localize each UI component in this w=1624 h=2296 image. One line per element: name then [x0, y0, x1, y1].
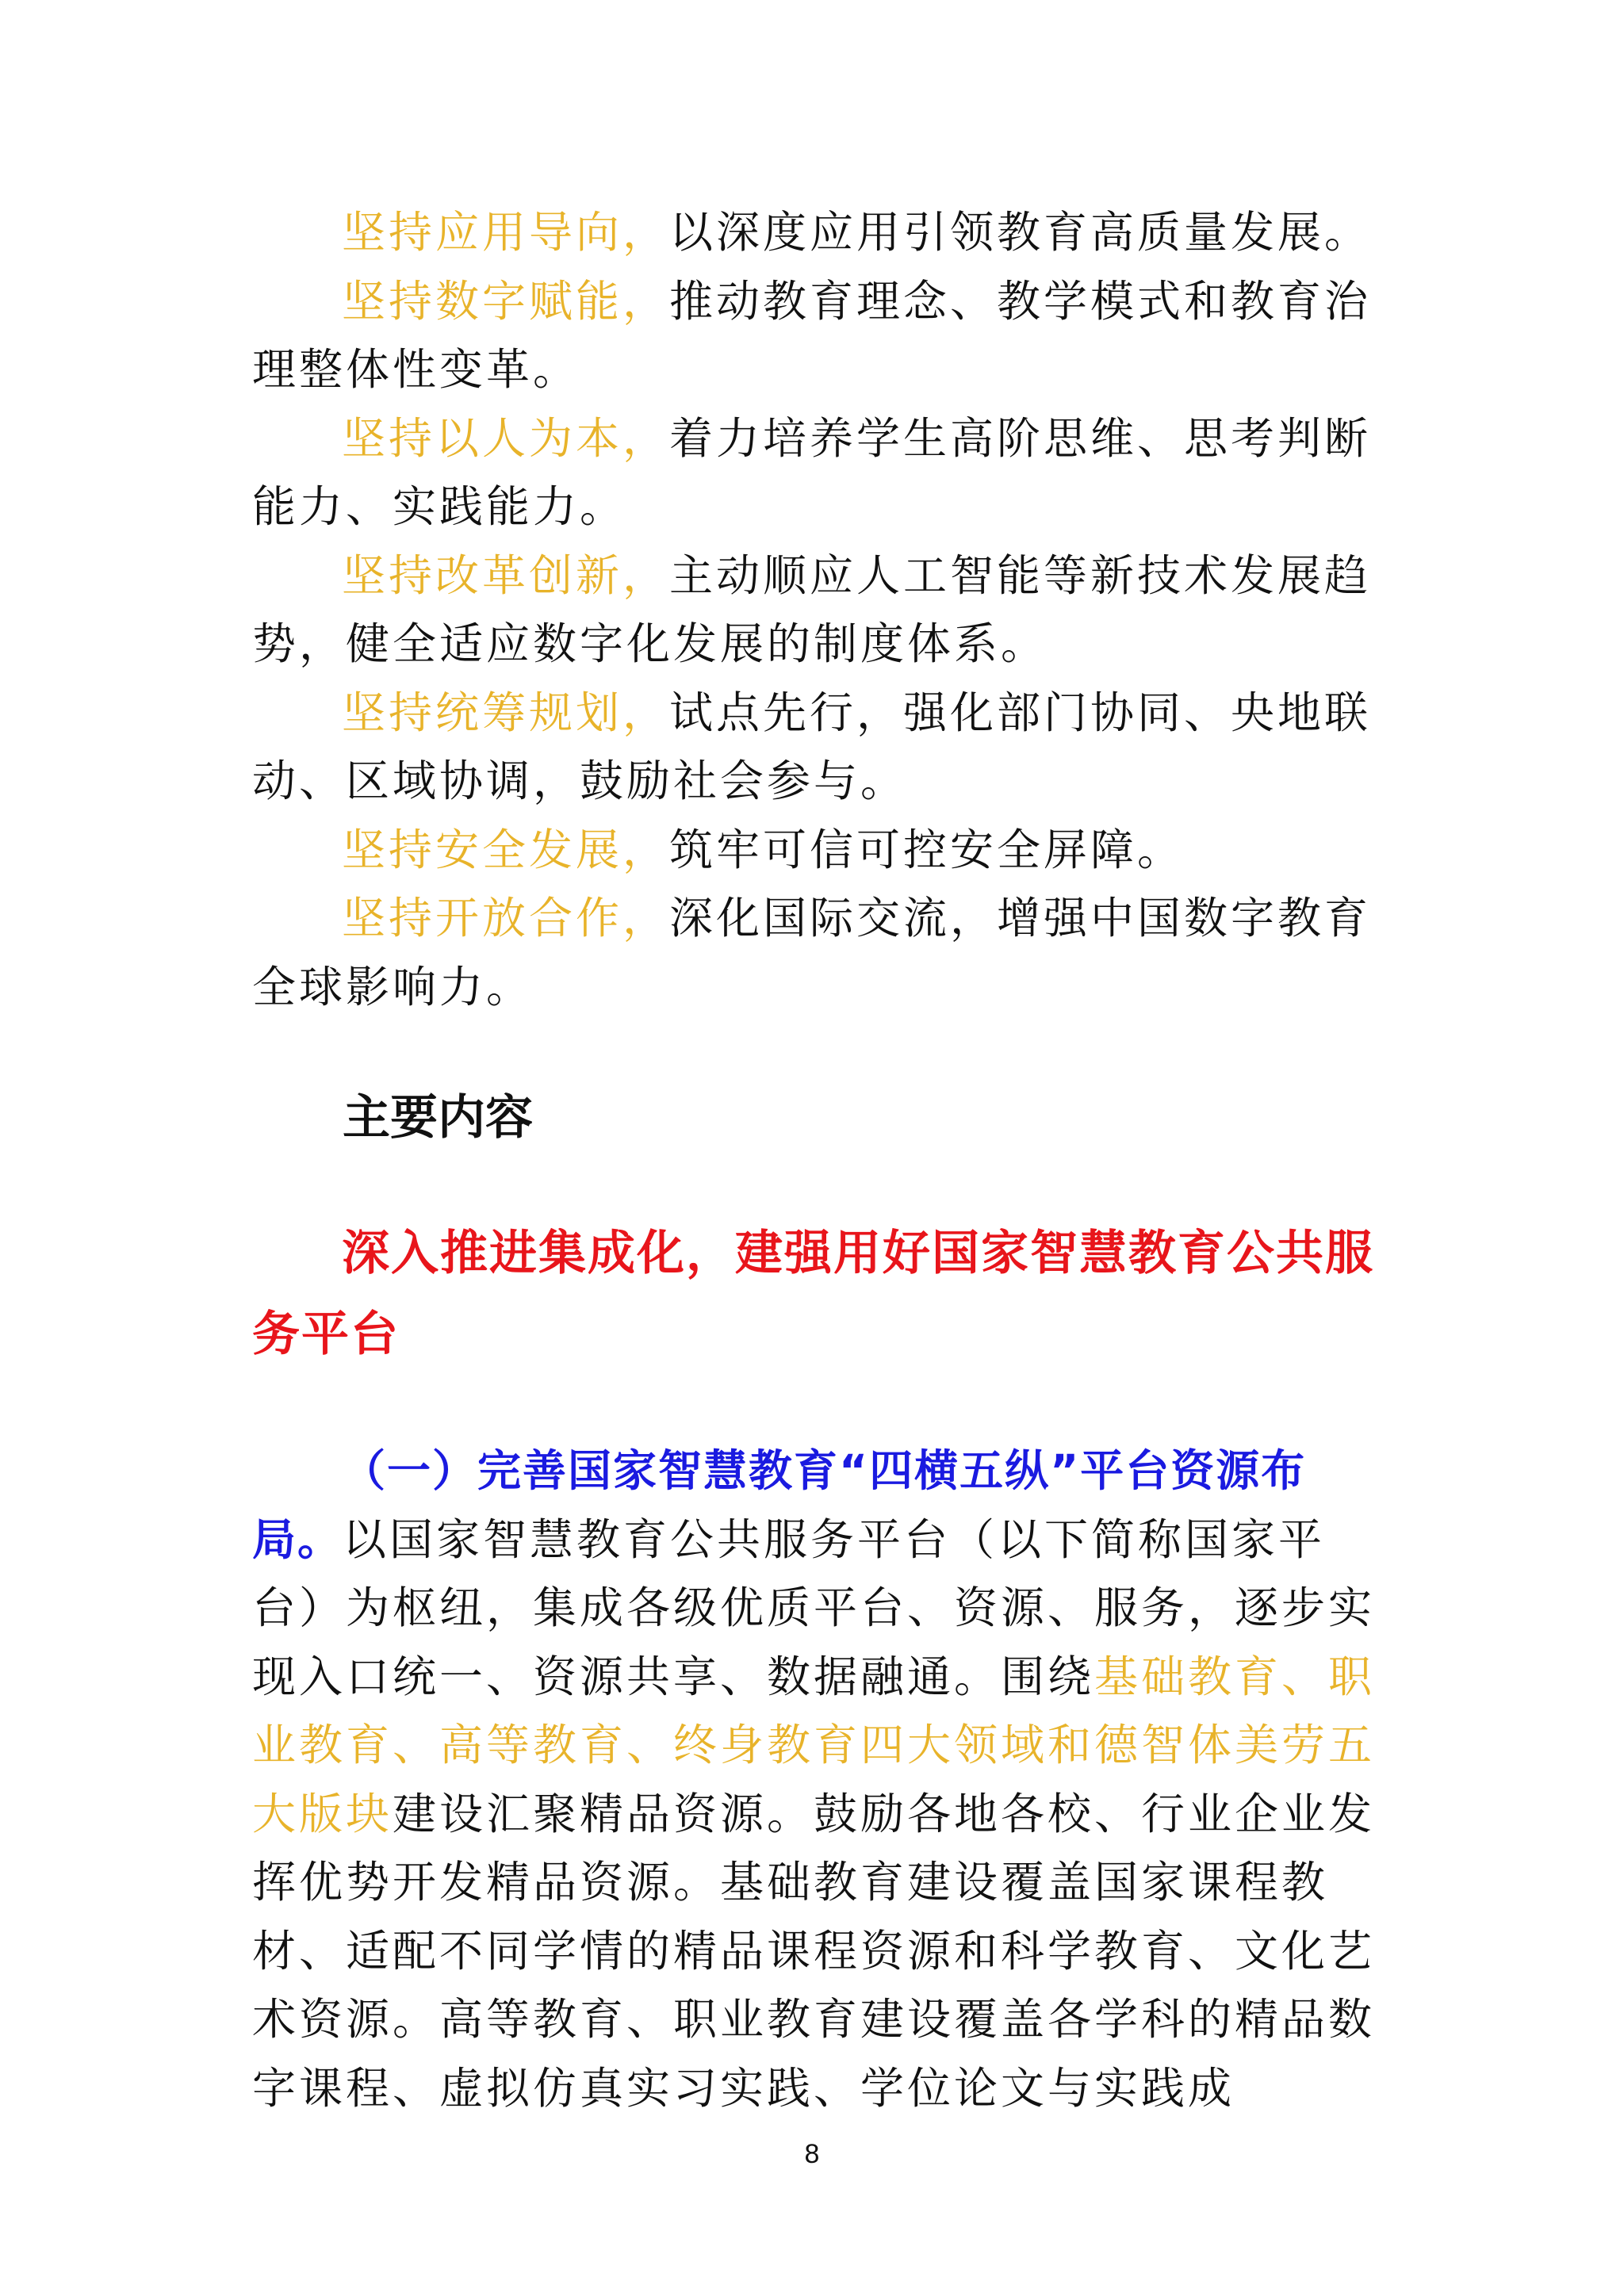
principle-paragraph — [252, 679, 1378, 816]
principles-block — [252, 198, 1378, 1021]
section-title: 主要内容 — [343, 1090, 533, 1146]
principle-text: 试点先行，强化部门协同、央地联动、区域协调，鼓励社会参与。 — [252, 687, 1372, 806]
page-number: 8 — [804, 2139, 820, 2169]
principle-lead: 坚持统筹规划， — [342, 687, 670, 738]
principle-text: 着力培养学生高阶思维、思考判断能力、实践能力。 — [252, 412, 1372, 532]
subsection-text-after: 建设汇聚精品资源。鼓励各地各校、行业企业发挥优势开发精品资源。基础教育建设覆盖国家课程教材、适配不同学情的精品课程资源和科学教育、文化艺术资源。高等教育、职业教育建设覆盖各学科的精品数字课程、虚拟仿真实习实践、学位论文与实践成 — [252, 1788, 1376, 2114]
subsection-title: （一）完善国家智慧教育“四横五纵”平台资源布局。 — [252, 1445, 1307, 1565]
principle-paragraph — [252, 267, 1378, 404]
subsection-text-before: 以国家智慧教育公共服务平台（以下简称国家平台）为枢纽，集成各级优质平台、资源、服务，逐步实现入口统一、资源共享、数据融通。围绕 — [252, 1513, 1376, 1702]
principle-lead: 坚持应用导向， — [342, 207, 670, 258]
principle-text: 主动顺应人工智能等新技术发展趋势，健全适应数字化发展的制度体系。 — [252, 549, 1372, 669]
principle-text: 推动教育理念、教学模式和教育治理整体性变革。 — [252, 275, 1372, 395]
principle-lead: 坚持数字赋能， — [342, 275, 670, 327]
principle-lead: 坚持安全发展， — [342, 824, 670, 875]
principle-text: 深化国际交流，增强中国数字教育全球影响力。 — [252, 893, 1372, 1012]
principle-paragraph — [252, 816, 1378, 885]
principle-lead: 坚持改革创新， — [342, 549, 670, 601]
principle-paragraph — [252, 198, 1378, 267]
subsection-paragraph — [252, 1437, 1378, 2122]
principle-paragraph — [252, 541, 1378, 679]
principle-paragraph — [252, 884, 1378, 1021]
subsection-block — [252, 1437, 1378, 2122]
subsection-highlight: 基础教育、职业教育、高等教育、终身教育四大领域和德智体美劳五大版块 — [252, 1651, 1376, 1839]
principle-lead: 坚持以人为本， — [342, 412, 670, 464]
principle-lead: 坚持开放合作， — [342, 893, 670, 943]
principle-text: 以深度应用引领教育高质量发展。 — [669, 207, 1372, 258]
red-heading: 深入推进集成化，建强用好国家智慧教育公共服务平台 — [252, 1226, 1374, 1362]
principle-text: 筑牢可信可控安全屏障。 — [669, 824, 1185, 875]
principle-paragraph — [252, 404, 1378, 541]
